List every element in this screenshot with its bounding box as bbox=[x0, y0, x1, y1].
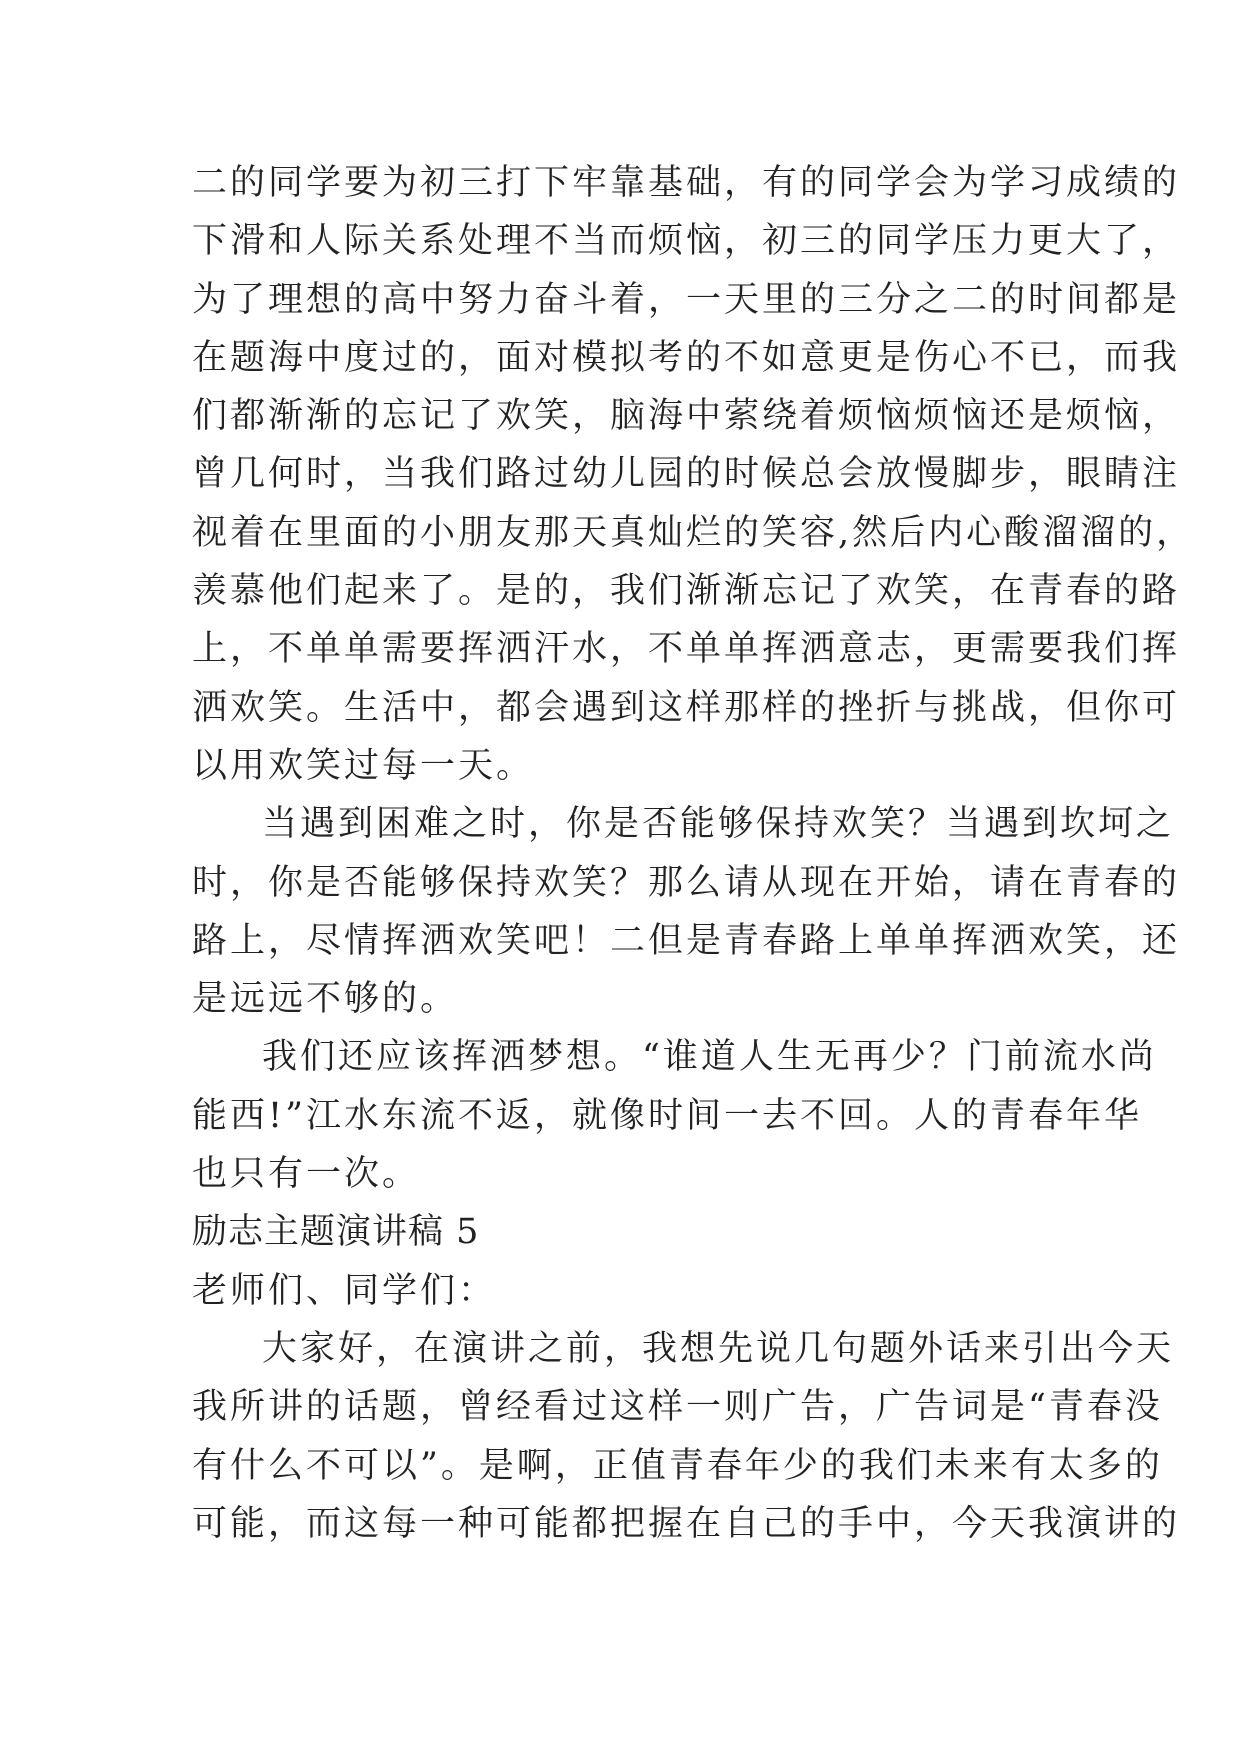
text-line: 曾几何时，当我们路过幼儿园的时候总会放慢脚步，眼睛注 bbox=[192, 454, 1181, 495]
text-line: 是远远不够的。 bbox=[192, 979, 459, 1020]
text-line: 为了理想的高中努力奋斗着，一天里的三分之二的时间都是 bbox=[192, 279, 1181, 320]
text-line: 能西!”江水东流不返，就像时间一去不回。人的青春年华 bbox=[192, 1095, 1142, 1136]
document-body bbox=[192, 154, 1195, 1553]
text-line: 羡慕他们起来了。是的，我们渐渐忘记了欢笑，在青春的路 bbox=[192, 571, 1181, 612]
text-line: 们都渐渐的忘记了欢笑，脑海中萦绕着烦恼烦恼还是烦恼， bbox=[192, 396, 1181, 437]
text-line: 上，不单单需要挥洒汗水，不单单挥洒意志，更需要我们挥 bbox=[192, 629, 1181, 670]
text-line: 视着在里面的小朋友那天真灿烂的笑容,然后内心酸溜溜的， bbox=[192, 512, 1195, 553]
text-line: 有什么不可以”。是啊，正值青春年少的我们未来有太多的 bbox=[192, 1445, 1163, 1486]
text-line: 路上，尽情挥洒欢笑吧！二但是青春路上单单挥洒欢笑，还 bbox=[192, 920, 1181, 961]
text-line: 洒欢笑。生活中，都会遇到这样那样的挫折与挑战，但你可 bbox=[192, 687, 1181, 728]
text-line: 时，你是否能够保持欢笑？那么请从现在开始，请在青春的 bbox=[192, 862, 1181, 903]
text-line: 也只有一次。 bbox=[192, 1154, 421, 1195]
text-line: 下滑和人际关系处理不当而烦恼，初三的同学压力更大了， bbox=[192, 221, 1181, 262]
section-heading: 励志主题演讲稿 5 bbox=[192, 1212, 480, 1253]
text-line: 以用欢笑过每一天。 bbox=[192, 745, 535, 786]
text-line: 可能，而这每一种可能都把握在自己的手中，今天我演讲的 bbox=[192, 1503, 1181, 1544]
salutation-line: 老师们、同学们： bbox=[192, 1270, 497, 1311]
paragraph-start-line: 我们还应该挥洒梦想。“谁道人生无再少？门前流水尚 bbox=[262, 1037, 1157, 1078]
text-line: 我所讲的话题，曾经看过这样一则广告，广告词是“青春没 bbox=[192, 1387, 1163, 1428]
text-line: 在题海中度过的，面对模拟考的不如意更是伤心不已，而我 bbox=[192, 337, 1181, 378]
paragraph-start-line: 大家好，在演讲之前，我想先说几句题外话来引出今天 bbox=[262, 1328, 1175, 1369]
paragraph-start-line: 当遇到困难之时，你是否能够保持欢笑？当遇到坎坷之 bbox=[262, 804, 1175, 845]
text-line: 二的同学要为初三打下牢靠基础，有的同学会为学习成绩的 bbox=[192, 163, 1181, 203]
